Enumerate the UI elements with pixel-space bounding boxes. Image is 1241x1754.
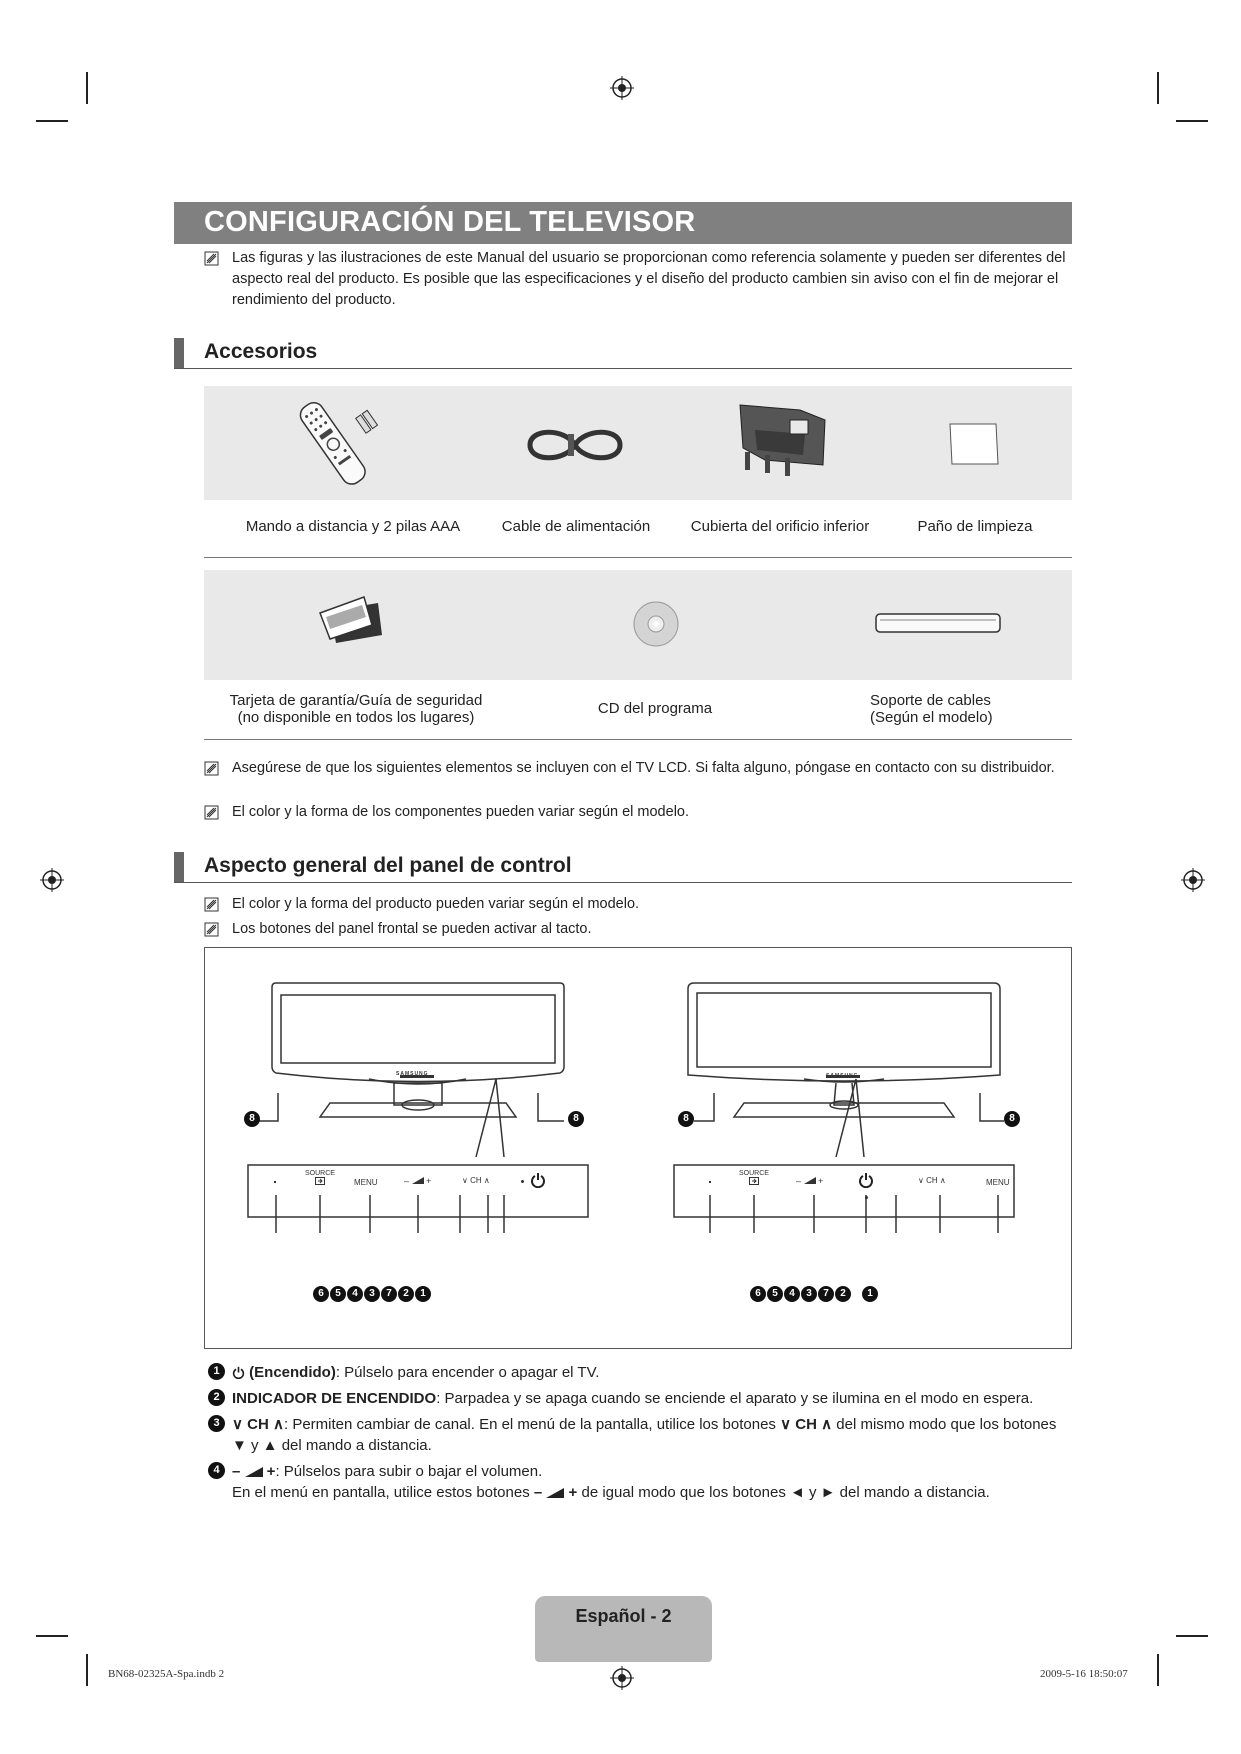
right-volume-button[interactable]: – + [796,1176,824,1186]
left-source-label: SOURCE [305,1170,335,1177]
section-heading-accessories [174,338,1072,369]
callout-number: 2 [398,1286,414,1302]
left-channel-button[interactable]: ∨ CH ∧ [462,1176,490,1185]
crop-mark [36,120,68,122]
note-icon [204,922,219,937]
accessory-label-warranty [216,692,496,726]
chevron-down-icon: ∨ [232,1416,243,1433]
left-volume-button[interactable]: – + [404,1176,432,1186]
cd-icon [632,600,680,648]
volume-control-icon: – + [533,1484,578,1501]
description-text [232,1388,1072,1409]
page-title: CONFIGURACIÓN DEL TELEVISOR [204,206,696,238]
control-panel-note-text: El color y la forma del producto pueden variar según el modelo. [232,896,640,912]
crop-mark [1157,1654,1159,1686]
left-callout-row [313,1286,431,1302]
description-body: : Parpadea y se apaga cuando se enciende el aparato y se ilumina en el modo en espera. [436,1390,1034,1407]
crop-mark [36,1635,68,1637]
description-number: 1 [208,1363,225,1380]
description-bold-2: CH [795,1416,817,1433]
description-number: 2 [208,1389,225,1406]
note-icon [204,805,219,820]
warranty-card-icon [318,593,384,645]
volume-icon [804,1177,816,1184]
registration-mark-icon [610,1666,634,1690]
accessory-label-cloth: Paño de limpieza [917,518,1033,535]
description-text [232,1414,1072,1456]
right-menu-button[interactable]: MENU [986,1178,1010,1187]
bottom-hole-cover-icon [735,400,830,480]
description-number: 4 [208,1462,225,1479]
accessory-note-text: El color y la forma de los componentes pueden variar según el modelo. [232,804,690,820]
callout-number: 4 [784,1286,800,1302]
description-bold: – + [232,1463,276,1480]
note-icon [204,761,219,776]
callout-8: 8 [244,1111,260,1127]
callout-8: 8 [568,1111,584,1127]
divider [204,557,1072,558]
callout-number: 5 [767,1286,783,1302]
control-panel-note [204,919,1074,941]
heading-bar [174,852,184,882]
description-line2a: En el menú en pantalla, utilice estos botones [232,1484,530,1501]
crop-mark [1176,1635,1208,1637]
callout-number: 3 [801,1286,817,1302]
crop-mark [86,1654,88,1686]
description-body: : Púlselos para subir o bajar el volumen. [275,1463,543,1480]
accessory-note [204,758,1074,800]
description-text [232,1362,1072,1383]
accessory-label-cable-holder-line2: (Según el modelo) [870,709,993,726]
page-title-bar [174,202,1072,244]
power-icon [232,1366,245,1379]
chevron-up-icon: ∧ [273,1416,284,1433]
description-bold: INDICADOR DE ENCENDIDO [232,1390,437,1407]
registration-mark-icon [40,868,64,892]
right-ch-label: CH [926,1176,938,1185]
description-bold: (Encendido) [249,1364,336,1381]
accessory-label-cover: Cubierta del orificio inferior [690,518,870,535]
left-source-button[interactable] [300,1170,340,1187]
callout-number: 7 [381,1286,397,1302]
heading-bar [174,338,184,368]
volume-icon [412,1177,424,1184]
accessory-label-remote: Mando a distancia y 2 pilas AAA [245,518,461,535]
accessory-label-cable: Cable de alimentación [501,518,651,535]
right-source-label: SOURCE [739,1170,769,1177]
callout-number: 1 [862,1286,878,1302]
section-heading-control-panel [174,852,1072,883]
source-icon [749,1177,759,1185]
accessory-label-warranty-line1: Tarjeta de garantía/Guía de seguridad [229,692,483,709]
accessory-label-cd: CD del programa [597,700,713,717]
description-line2b: de igual modo que los botones ◄ y ► del mando a distancia. [581,1484,990,1501]
callout-number: 6 [750,1286,766,1302]
description-bold: CH [247,1416,269,1433]
control-panel-note [204,894,1074,916]
chevron-down-icon: ∨ [780,1416,792,1433]
print-timestamp: 2009-5-16 18:50:07 [1040,1668,1128,1680]
chevron-up-icon: ∧ [821,1416,833,1433]
accessory-note [204,802,1074,824]
accessory-label-cable-holder-line1: Soporte de cables [870,692,991,709]
description-body-2: del mismo modo que los botones ▼ y ▲ del mando a distancia. [232,1416,1057,1454]
power-cable-icon [520,420,630,470]
callout-number: 5 [330,1286,346,1302]
control-panel-note-text: Los botones del panel frontal se pueden activar al tacto. [232,921,592,937]
page-number: Español - 2 [575,1606,672,1626]
description-item [208,1362,1072,1384]
intro-note-text: Las figuras y las ilustraciones de este Manual del usuario se proporcionan como referencia solamente y pueden ser diferentes del aspecto real del producto. Es posible que las especificaciones y el diseño del producto cambien sin aviso con el fin de mejorar el rendimiento del producto. [232,250,1066,308]
description-number: 3 [208,1415,225,1432]
left-power-button-icon[interactable] [530,1172,546,1188]
right-power-button-icon[interactable] [858,1172,874,1188]
callout-number: 7 [818,1286,834,1302]
left-indicator-dot [521,1180,524,1183]
description-item [208,1461,1072,1505]
right-channel-button[interactable]: ∨ CH ∧ [918,1176,946,1185]
cable-holder-icon [874,610,1004,638]
left-dot [274,1181,276,1183]
crop-mark [86,72,88,104]
volume-icon [546,1488,564,1498]
registration-mark-icon [610,76,634,100]
description-item [208,1414,1072,1458]
right-callout-row [750,1286,851,1302]
crop-mark [1157,72,1159,104]
volume-icon [245,1467,263,1477]
accessory-note-text: Asegúrese de que los siguientes elementos se incluyen con el TV LCD. Si falta alguno, póngase en contacto con su distribuidor. [232,760,1055,776]
source-icon [315,1177,325,1185]
intro-note [204,248,1074,312]
description-body: : Permiten cambiar de canal. En el menú de la pantalla, utilice los botones [283,1416,776,1433]
divider [204,739,1072,740]
callout-number: 2 [835,1286,851,1302]
callout-8: 8 [1004,1111,1020,1127]
cleaning-cloth-icon [948,422,1000,466]
accessory-label-cable-holder [870,692,1010,726]
callout-number: 4 [347,1286,363,1302]
description-text [232,1461,1072,1503]
description-item [208,1388,1072,1410]
accessory-label-warranty-line2: (no disponible en todos los lugares) [237,709,475,726]
note-icon [204,897,219,912]
right-dot [709,1181,711,1183]
page-number-tab [535,1596,712,1662]
callout-number: 3 [364,1286,380,1302]
tv-brand-logo: SAMSUNG [826,1073,859,1079]
remote-control-icon [288,392,388,492]
registration-mark-icon [1181,868,1205,892]
callout-8: 8 [678,1111,694,1127]
control-panel-heading: Aspecto general del panel de control [204,854,572,877]
file-name: BN68-02325A-Spa.indb 2 [108,1668,225,1680]
right-source-button[interactable] [734,1170,774,1187]
crop-mark [1176,120,1208,122]
left-menu-button[interactable]: MENU [354,1178,378,1187]
accessories-heading: Accesorios [204,340,318,363]
tv-brand-logo: SAMSUNG [396,1071,429,1077]
right-indicator-dot [865,1196,868,1199]
description-body: : Púlselo para encender o apagar el TV. [335,1364,600,1381]
callout-number: 1 [415,1286,431,1302]
note-icon [204,251,219,266]
left-ch-label: CH [470,1176,482,1185]
callout-number: 6 [313,1286,329,1302]
